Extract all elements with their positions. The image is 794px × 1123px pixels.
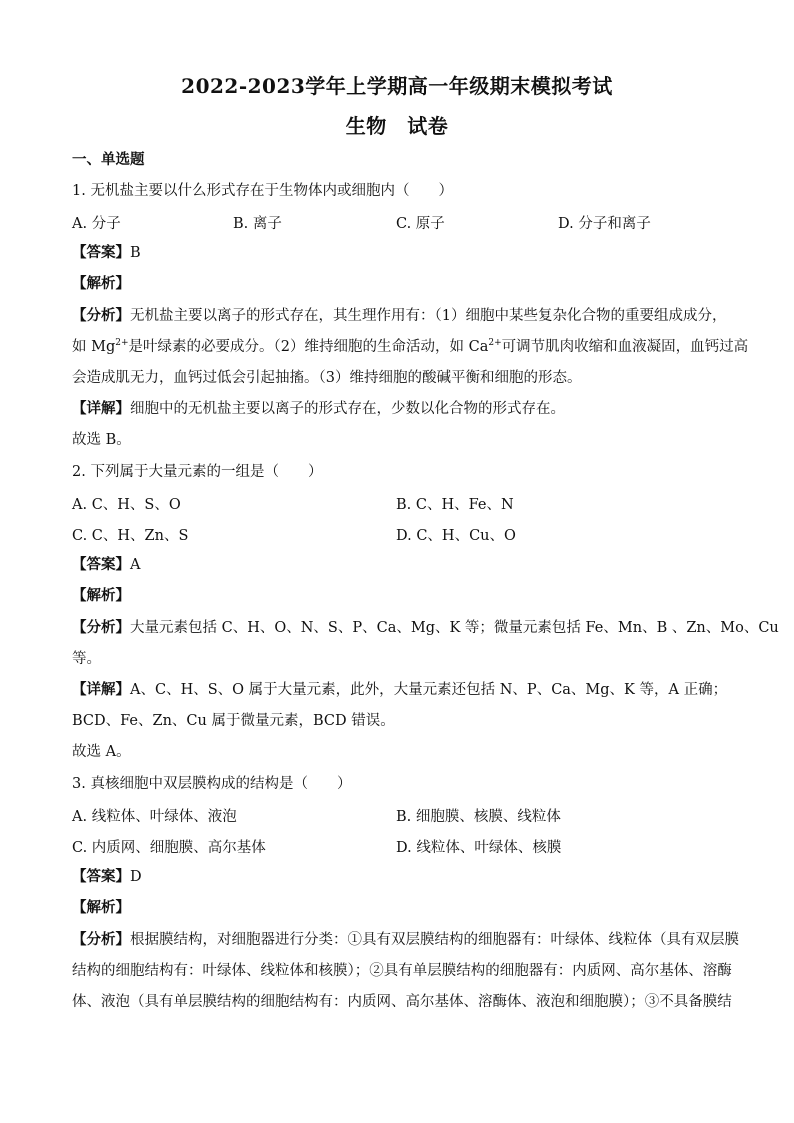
q2-xiangjie-line2: BCD、Fe、Zn、Cu 属于微量元素，BCD 错误。 <box>72 713 395 729</box>
fenxi-text: 可调节肌肉收缩和血液凝固，血钙过高 <box>501 339 749 355</box>
q1-stem: 1. 无机盐主要以什么形式存在于生物体内或细胞内（ ） <box>72 183 453 199</box>
fenxi-text: 如 Mg <box>72 339 116 355</box>
fenxi-text: 根据膜结构，对细胞器进行分类：①具有双层膜结构的细胞器有：叶绿体、线粒体（具有双层膜 <box>130 932 739 948</box>
q1-fenxi-line2 <box>72 337 749 357</box>
xiangjie-tag: 【详解】 <box>72 681 130 698</box>
answer-tag: 【答案】 <box>72 868 130 885</box>
section-heading: 一、单选题 <box>72 151 145 168</box>
fenxi-text: 无机盐主要以离子的形式存在，其生理作用有：（1）细胞中某些复杂化合物的重要组成成分， <box>130 308 727 324</box>
answer-value: B <box>130 245 141 261</box>
xiangjie-text: 细胞中的无机盐主要以离子的形式存在，少数以化合物的形式存在。 <box>130 401 565 417</box>
superscript: 2+ <box>115 338 129 349</box>
fenxi-tag: 【分析】 <box>72 619 130 636</box>
q2-option-c: C. C、H、Zn、S <box>72 528 189 544</box>
q1-option-b: B. 离子 <box>233 216 282 232</box>
q2-conclusion: 故选 A。 <box>72 744 131 760</box>
q3-answer <box>72 867 722 887</box>
exam-title: 2022-2023学年上学期高一年级期末模拟考试 <box>181 74 613 98</box>
q1-answer <box>72 243 722 263</box>
answer-value: A <box>130 557 141 573</box>
q3-option-a: A. 线粒体、叶绿体、液泡 <box>72 809 237 825</box>
q1-option-a: A. 分子 <box>72 216 121 232</box>
q3-option-c: C. 内质网、细胞膜、高尔基体 <box>72 840 266 856</box>
fenxi-tag: 【分析】 <box>72 307 130 324</box>
answer-tag: 【答案】 <box>72 556 130 573</box>
fenxi-tag: 【分析】 <box>72 931 130 948</box>
q1-fenxi-line3: 会造成肌无力，血钙过低会引起抽搐。（3）维持细胞的酸碱平衡和细胞的形态。 <box>72 370 582 386</box>
q1-fenxi-line1 <box>72 306 727 326</box>
q3-analysis-tag: 【解析】 <box>72 899 130 916</box>
q2-stem: 2. 下列属于大量元素的一组是（ ） <box>72 464 323 480</box>
answer-value: D <box>130 869 142 885</box>
q1-analysis-tag: 【解析】 <box>72 275 130 292</box>
fenxi-text: 是叶绿素的必要成分。（2）维持细胞的生命活动，如 Ca <box>128 339 489 355</box>
q2-xiangjie-line1 <box>72 680 728 700</box>
q3-fenxi-line3: 体、液泡（具有单层膜结构的细胞结构有：内质网、高尔基体、溶酶体、液泡和细胞膜）；③不具备膜结 <box>72 994 732 1010</box>
q2-fenxi-line2: 等。 <box>72 651 101 667</box>
answer-tag: 【答案】 <box>72 244 130 261</box>
q2-option-b: B. C、H、Fe、N <box>396 497 514 513</box>
xiangjie-text: A、C、H、S、O 属于大量元素，此外，大量元素还包括 N、P、Ca、Mg、K 等，A 正确； <box>130 682 728 698</box>
q1-option-c: C. 原子 <box>396 216 445 232</box>
exam-subject: 生物 试卷 <box>345 114 449 138</box>
q3-stem: 3. 真核细胞中双层膜构成的结构是（ ） <box>72 776 352 792</box>
q3-option-b: B. 细胞膜、核膜、线粒体 <box>396 809 561 825</box>
q3-fenxi-line2: 结构的细胞结构有：叶绿体、线粒体和核膜）；②具有单层膜结构的细胞器有：内质网、高尔基体、溶酶 <box>72 963 732 979</box>
q2-fenxi-line1 <box>72 618 779 638</box>
superscript: 2+ <box>488 338 502 349</box>
q3-fenxi-line1 <box>72 930 739 950</box>
q2-answer <box>72 555 722 575</box>
q3-option-d: D. 线粒体、叶绿体、核膜 <box>396 840 562 856</box>
q2-option-d: D. C、H、Cu、O <box>396 528 516 544</box>
q2-option-a: A. C、H、S、O <box>72 497 181 513</box>
q1-conclusion: 故选 B。 <box>72 432 131 448</box>
xiangjie-tag: 【详解】 <box>72 400 130 417</box>
q1-option-d: D. 分子和离子 <box>558 216 651 232</box>
q1-xiangjie <box>72 399 722 419</box>
q2-analysis-tag: 【解析】 <box>72 587 130 604</box>
fenxi-text: 大量元素包括 C、H、O、N、S、P、Ca、Mg、K 等；微量元素包括 Fe、Mn、B 、Zn、Mo、Cu <box>130 620 779 636</box>
